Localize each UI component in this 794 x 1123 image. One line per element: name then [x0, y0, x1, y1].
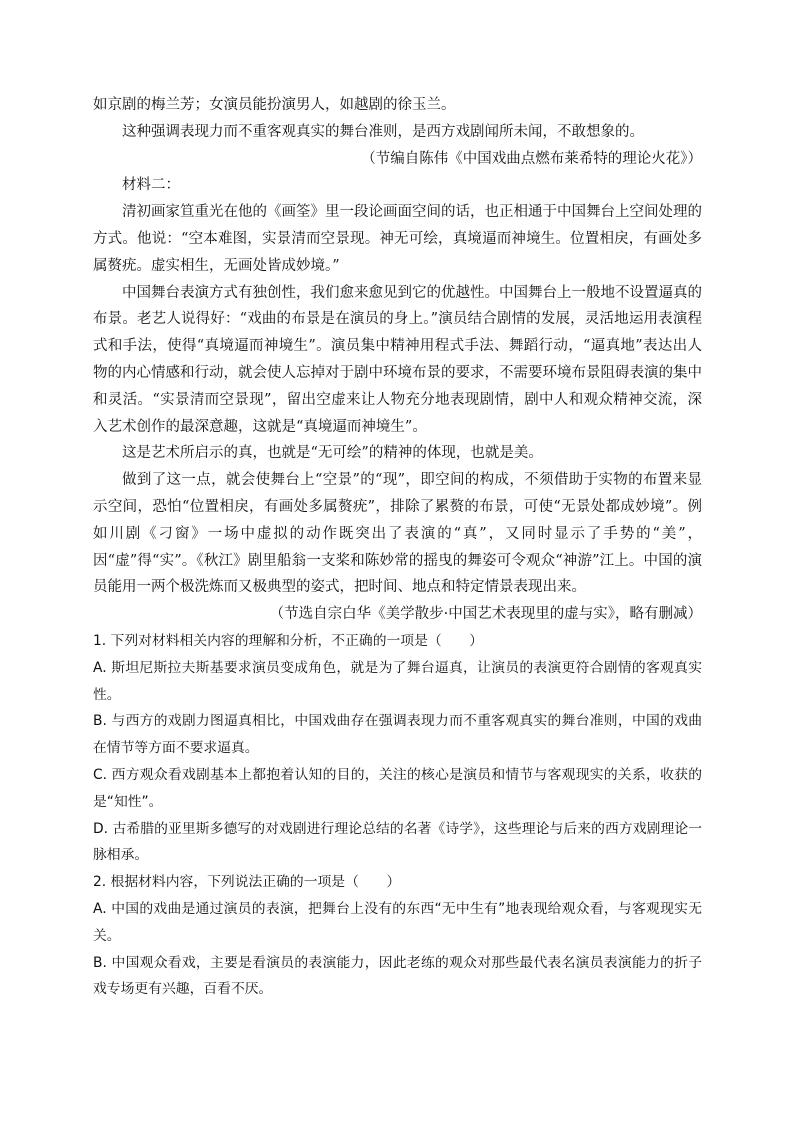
section-heading-material-2: 材料二： — [122, 177, 180, 194]
question-2-option-a: A. 中国的戏曲是通过演员的表演，把舞台上没有的东西“无中生有”地表现给观众看，与客观现实无关。 — [93, 900, 702, 944]
paragraph-continuation: 如京剧的梅兰芳；女演员能扮演男人，如越剧的徐玉兰。 — [93, 97, 456, 113]
question-1-option-c: C. 西方观众看戏剧基本上都抱着认知的目的，关注的核心是演员和情节与客观现实的关系，收获的是“知性”。 — [93, 766, 702, 810]
source-citation-2: （节选自宗白华《美学散步·中国艺术表现里的虚与实》，略有删减） — [269, 606, 702, 623]
source-citation-1: （节编自陈伟《中国戏曲点燃布莱希特的理论火花》） — [361, 150, 702, 167]
question-2: 2. 根据材料内容，下列说法正确的一项是（ ） — [93, 874, 401, 891]
paragraph-empty-scene: 做到了这一点，就会使舞台上“空景”的“现”，即空间的构成，不须借助于实物的布置来显示空间，恐怕“位置相戾，有画处多属赘疣”，排除了累赘的布景，可使“无景处都成妙境”。例如川剧《刁窗》一场中虚拟的动作既突出了表演的“真”，又同时显示了手势的“美”，因“虚”得“实”。《秋江》剧里船翁一支桨和陈妙常的摇曳的舞姿可令观众“神游”江上。中国的演员能用一两个极洗炼而又极典型的姿式，把时间、地点和特定情景表现出来。 — [93, 472, 702, 596]
question-1: 1. 下列对材料相关内容的理解和分析，不正确的一项是（ ） — [93, 632, 484, 649]
question-1-option-b: B. 与西方的戏剧力图逼真相比，中国戏曲存在强调表现力而不重客观真实的舞台准则，中国的戏曲在情节等方面不要求逼真。 — [93, 713, 702, 757]
paragraph-stage-performance: 中国舞台表演方式有独创性，我们愈来愈见到它的优越性。中国舞台上一般地不设置逼真的布景。老艺人说得好：“戏曲的布景是在演员的身上。”演员结合剧情的发展，灵活地运用表演程式和手法，使得“真境逼而神境生”。演员集中精神用程式手法、舞蹈行动，“逼真地”表达出人物的内心情感和行动，就会使人忘掉对于剧中环境布景的要求，不需要环境布景阻碍表演的集中和灵活。“实景清而空景现”，留出空虚来让人物充分地表现剧情，剧中人和观众精神交流，深入艺术创作的最深意趣，这就是“真境逼而神境生”。 — [93, 284, 702, 435]
paragraph-stage-principle: 这种强调表现力而不重客观真实的舞台准则，是西方戏剧闻所未闻，不敢想象的。 — [122, 123, 644, 140]
question-2-option-b: B. 中国观众看戏，主要是看演员的表演能力，因此老练的观众对那些最代表名演员表演能力的折子戏专场更有兴趣，百看不厌。 — [93, 954, 702, 998]
paragraph-truth-beauty: 这是艺术所启示的真，也就是“无可绘”的精神的体现，也就是美。 — [122, 445, 543, 462]
question-1-option-a: A. 斯坦尼斯拉夫斯基要求演员变成角色，就是为了舞台逼真，让演员的表演更符合剧情的客观真实性。 — [93, 659, 702, 703]
question-1-option-d: D. 古希腊的亚里斯多德写的对戏剧进行理论总结的名著《诗学》，这些理论与后来的西方戏剧理论一脉相承。 — [93, 820, 702, 864]
paragraph-huaquan: 清初画家笪重光在他的《画筌》里一段论画面空间的话，也正相通于中国舞台上空间处理的方式。他说：“空本难图，实景清而空景现。神无可绘，真境逼而神境生。位置相戾，有画处多属赘疣。虚实相生，无画处皆成妙境。” — [93, 204, 702, 274]
